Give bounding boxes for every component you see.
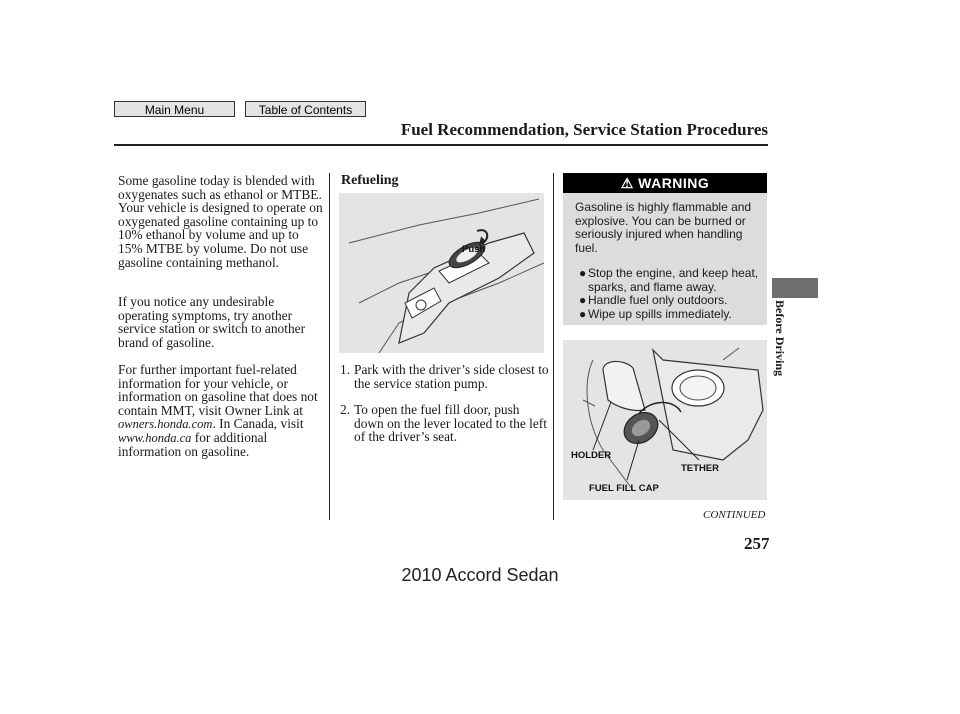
bullet-icon: ● [579, 293, 587, 307]
lever-drawing [339, 193, 544, 353]
bullet-text: Stop the engine, and keep heat, sparks, and flame away. [588, 266, 759, 294]
step-1-text: Park with the driver’s side closest to the service station pump. [354, 362, 549, 391]
table-of-contents-button[interactable]: Table of Contents [245, 101, 366, 117]
section-tab [772, 278, 818, 298]
main-menu-button[interactable]: Main Menu [114, 101, 235, 117]
step-2-number: 2. [340, 402, 351, 417]
step-1-number: 1. [340, 362, 351, 377]
fuel-fill-cap-label: FUEL FILL CAP [589, 483, 659, 494]
paragraph-symptoms: If you notice any undesirable operating symptoms, try another service station or switch to another brand of gasoline. [118, 294, 306, 350]
header-rule [114, 144, 768, 146]
owner-link-url[interactable]: owners.honda.com [118, 417, 213, 431]
page-title: Fuel Recommendation, Service Station Procedures [400, 120, 768, 139]
holder-label: HOLDER [571, 450, 612, 461]
fuel-cap-illustration [563, 340, 767, 500]
refueling-heading: Refueling [341, 173, 399, 188]
bullet-text: Wipe up spills immediately. [588, 307, 732, 321]
page-number: 257 [744, 534, 770, 553]
bullet-text: Handle fuel only outdoors. [588, 293, 728, 307]
column-divider-2 [553, 173, 554, 520]
tether-label: TETHER [681, 463, 719, 474]
paragraph-end: information on gasoline. [118, 444, 250, 459]
warning-bullet-3 [579, 308, 761, 322]
push-label: Push [462, 244, 486, 255]
warning-title: WARNING [638, 175, 710, 191]
section-tab-label: Before Driving [773, 300, 787, 377]
warning-bullet-2 [579, 294, 761, 308]
warning-box [563, 193, 767, 325]
fuel-door-lever-illustration [339, 193, 544, 353]
step-1 [340, 363, 550, 390]
step-2-text: To open the fuel fill door, push down on the lever located to the left of the driver’s seat. [354, 402, 547, 445]
column-divider-1 [329, 173, 330, 520]
step-2 [340, 403, 550, 444]
paragraph-more-info: For further important fuel-related information for your vehicle, or information on gasoline that does not contain MMT, visit Owner Link at [118, 362, 318, 418]
canada-text: . In Canada, visit [212, 416, 304, 431]
warning-bullet-1 [579, 267, 761, 294]
fuel-cap-drawing [563, 340, 767, 500]
additional-text: for additional [194, 430, 268, 445]
continued-label: CONTINUED [703, 509, 766, 521]
paragraph-oxygenates: Some gasoline today is blended with oxygenates such as ethanol or MTBE. Your vehicle is designed to operate on oxygenated gasoline containing up to 10% ethanol by volume and up to 15% MTBE by volume. Do not use gasoline containing methanol. [118, 173, 323, 270]
warning-triangle-icon: ⚠ [620, 175, 634, 191]
warning-text: Gasoline is highly flammable and explosive. You can be burned or seriously injured when handling fuel. [575, 200, 752, 255]
watermark: 2010 Accord Sedan [401, 565, 559, 585]
honda-canada-url[interactable]: www.honda.ca [118, 431, 192, 445]
warning-header [563, 173, 767, 193]
bullet-icon: ● [579, 307, 587, 321]
bullet-icon: ● [579, 266, 587, 280]
